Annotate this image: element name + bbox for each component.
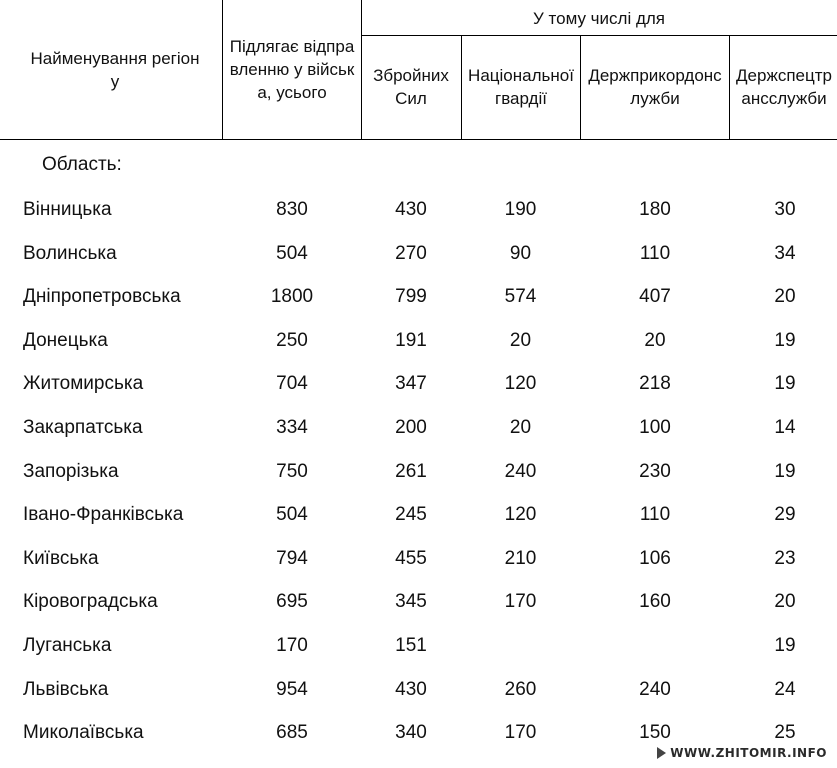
table-row bbox=[0, 460, 837, 484]
value-cell-dps: 150 bbox=[639, 722, 671, 743]
value-cell-zsu: 799 bbox=[395, 286, 427, 307]
header-bottom-line bbox=[0, 139, 837, 140]
value-cell-dps: 110 bbox=[639, 243, 671, 264]
header-border-service: Держприкордонслужби bbox=[588, 66, 722, 108]
value-cell-ng: 20 bbox=[509, 417, 532, 438]
value-cell-ng: 260 bbox=[504, 679, 537, 700]
value-cell-zsu: 191 bbox=[395, 330, 427, 351]
value-cell-dsts: 20 bbox=[774, 286, 796, 307]
value-cell-ng: 210 bbox=[504, 548, 537, 569]
region-name-cell: Вінницька bbox=[23, 199, 112, 220]
value-cell-dsts: 19 bbox=[774, 373, 796, 394]
value-cell-dps: 180 bbox=[639, 199, 671, 220]
header-special-transport: Держспецтрансслужби bbox=[736, 66, 832, 108]
watermark-text: WWW.ZHITOMIR.INFO bbox=[670, 746, 827, 760]
header-national-guard: Національної гвардії bbox=[468, 66, 574, 108]
value-cell-dsts: 23 bbox=[774, 548, 796, 569]
value-cell-total: 504 bbox=[276, 243, 308, 264]
value-cell-dps: 100 bbox=[639, 417, 671, 438]
value-cell-ng: 240 bbox=[504, 461, 537, 482]
value-cell-dps: 20 bbox=[644, 330, 666, 351]
region-name-cell: Луганська bbox=[23, 635, 112, 656]
region-name-cell: Кіровоградська bbox=[23, 591, 158, 612]
play-icon bbox=[657, 747, 666, 759]
table-row bbox=[0, 198, 837, 222]
section-label: Область: bbox=[42, 154, 122, 175]
value-cell-zsu: 270 bbox=[395, 243, 427, 264]
value-cell-ng: 190 bbox=[504, 199, 537, 220]
value-cell-zsu: 347 bbox=[395, 373, 427, 394]
header-divider-3 bbox=[461, 35, 462, 139]
table-row bbox=[0, 372, 837, 396]
header-total: Підлягає відправленню у війська, усього bbox=[229, 36, 355, 102]
table-row bbox=[0, 416, 837, 440]
region-name-cell: Житомирська bbox=[23, 373, 144, 394]
value-cell-dsts: 14 bbox=[774, 417, 796, 438]
region-name-cell: Донецька bbox=[23, 330, 108, 351]
header-subgroup-line bbox=[361, 35, 837, 36]
value-cell-ng: 574 bbox=[504, 286, 537, 307]
value-cell-dsts: 19 bbox=[774, 461, 796, 482]
table-row bbox=[0, 634, 837, 658]
value-cell-total: 794 bbox=[276, 548, 308, 569]
value-cell-ng: 170 bbox=[504, 591, 537, 612]
value-cell-dsts: 19 bbox=[774, 330, 796, 351]
region-name-cell: Закарпатська bbox=[23, 417, 143, 438]
watermark bbox=[657, 746, 827, 760]
region-name-cell: Миколаївська bbox=[23, 722, 144, 743]
value-cell-total: 1800 bbox=[270, 286, 314, 307]
header-divider-1 bbox=[222, 0, 223, 139]
value-cell-ng: 120 bbox=[504, 504, 537, 525]
value-cell-total: 750 bbox=[276, 461, 308, 482]
value-cell-dsts: 19 bbox=[774, 635, 796, 656]
value-cell-zsu: 430 bbox=[395, 679, 427, 700]
value-cell-dps: 110 bbox=[639, 504, 671, 525]
value-cell-total: 954 bbox=[276, 679, 308, 700]
value-cell-dsts: 29 bbox=[774, 504, 796, 525]
value-cell-total: 830 bbox=[276, 199, 308, 220]
header-armed-forces: Збройних Сил bbox=[373, 66, 449, 108]
value-cell-total: 334 bbox=[276, 417, 308, 438]
value-cell-total: 695 bbox=[276, 591, 308, 612]
header-divider-4 bbox=[580, 35, 581, 139]
value-cell-ng: 170 bbox=[504, 722, 537, 743]
value-cell-zsu: 261 bbox=[395, 461, 427, 482]
value-cell-total: 170 bbox=[276, 635, 308, 656]
value-cell-dsts: 34 bbox=[774, 243, 796, 264]
region-name-cell: Дніпропетровська bbox=[23, 286, 181, 307]
value-cell-ng: 120 bbox=[504, 373, 537, 394]
header-region-name: Найменування регіону bbox=[30, 49, 200, 91]
region-name-cell: Запорізька bbox=[23, 461, 119, 482]
region-name-cell: Київська bbox=[23, 548, 99, 569]
value-cell-dsts: 25 bbox=[774, 722, 796, 743]
table-row bbox=[0, 503, 837, 527]
table-row bbox=[0, 285, 837, 309]
value-cell-total: 685 bbox=[276, 722, 308, 743]
value-cell-dps: 106 bbox=[639, 548, 671, 569]
value-cell-dps: 240 bbox=[639, 679, 671, 700]
table-row bbox=[0, 242, 837, 266]
value-cell-dps: 218 bbox=[639, 373, 671, 394]
region-name-cell: Івано-Франківська bbox=[23, 504, 184, 525]
table-row bbox=[0, 329, 837, 353]
value-cell-zsu: 151 bbox=[395, 635, 427, 656]
value-cell-zsu: 200 bbox=[395, 417, 427, 438]
value-cell-zsu: 245 bbox=[395, 504, 427, 525]
header-including: У тому числі для bbox=[533, 8, 665, 28]
table-row bbox=[0, 547, 837, 571]
value-cell-total: 250 bbox=[276, 330, 308, 351]
value-cell-dsts: 30 bbox=[774, 199, 796, 220]
value-cell-dps: 160 bbox=[639, 591, 671, 612]
region-name-cell: Волинська bbox=[23, 243, 117, 264]
header-divider-5 bbox=[729, 35, 730, 139]
table-row bbox=[0, 678, 837, 702]
value-cell-total: 504 bbox=[276, 504, 308, 525]
value-cell-total: 704 bbox=[276, 373, 308, 394]
value-cell-dsts: 24 bbox=[774, 679, 796, 700]
value-cell-zsu: 340 bbox=[395, 722, 427, 743]
value-cell-dsts: 20 bbox=[774, 591, 796, 612]
value-cell-dps: 407 bbox=[639, 286, 671, 307]
region-name-cell: Львівська bbox=[23, 679, 109, 700]
value-cell-dps: 230 bbox=[639, 461, 671, 482]
value-cell-zsu: 345 bbox=[395, 591, 427, 612]
table-row bbox=[0, 721, 837, 745]
value-cell-zsu: 455 bbox=[395, 548, 427, 569]
table-row bbox=[0, 590, 837, 614]
value-cell-zsu: 430 bbox=[395, 199, 427, 220]
value-cell-ng: 20 bbox=[509, 330, 532, 351]
value-cell-ng: 90 bbox=[509, 243, 532, 264]
